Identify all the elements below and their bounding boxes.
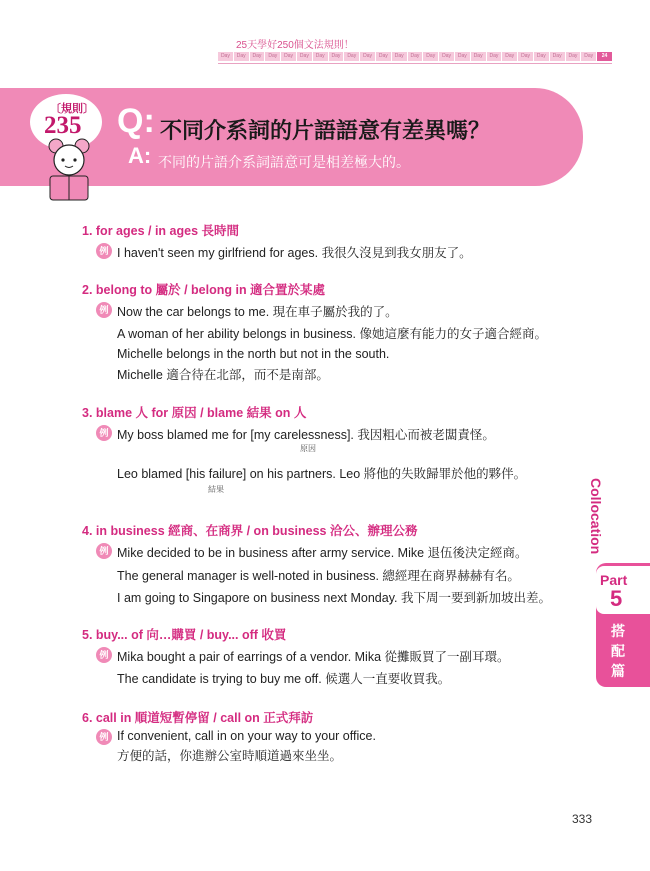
reading-girl-icon [40,136,98,206]
side-section-label: Collocation [588,478,604,555]
day-cell: Day [408,52,423,61]
example-line: 方便的話，你進辦公室時順道過來坐坐。 [117,749,343,763]
rule-label: 〔規則〕 [50,103,94,115]
answer-marker: A: [128,143,152,168]
day-cell: Day [502,52,517,61]
example-badge: 例 [96,647,112,663]
day-cell: Day [550,52,565,61]
example-badge: 例 [96,729,112,745]
example-line: Now the car belongs to me. 現在車子屬於我的了。 [117,305,398,319]
part-chinese-title: 搭配篇 [611,623,625,679]
day-cell: Day [250,52,265,61]
day-cell: Day [297,52,312,61]
day-cell: Day [329,52,344,61]
example-line: Mika bought a pair of earrings of a vendor. Mika 從攤販買了一副耳環。 [117,650,510,664]
example-badge: 例 [96,543,112,559]
day-cell: Day [534,52,549,61]
day-cell: 24 [597,52,612,61]
day-cell: Day [234,52,249,61]
answer-text: 不同的片語介系詞語意可是相差極大的。 [158,154,410,170]
day-cell: Day [423,52,438,61]
day-cell: Day [360,52,375,61]
day-cell: Day [455,52,470,61]
example-line: If convenient, call in on your way to your office. [117,729,376,743]
day-cell: Day [281,52,296,61]
annotation-note: 結果 [208,485,224,494]
example-line: Leo blamed [his failure] on his partners. Leo 將他的失敗歸罪於他的夥伴。 [117,467,527,481]
part-word: Part [600,572,628,588]
example-badge: 例 [96,302,112,318]
question-marker: Q: [117,102,155,140]
example-line: Michelle 適合待在北部，而不是南部。 [117,368,329,382]
day-cell: Day [376,52,391,61]
section-title: 4. in business 經商、在商界 / on business 洽公、辦理公務 [82,524,418,538]
section-title: 5. buy... of 向…購買 / buy... off 收買 [82,628,287,642]
example-line: Michelle belongs in the north but not in the south. [117,347,390,361]
day-cell: Day [487,52,502,61]
day-cell: Day [313,52,328,61]
day-cell: Day [265,52,280,61]
day-cell: Day [344,52,359,61]
example-line: The candidate is trying to buy me off. 候選人一直要收買我。 [117,672,451,686]
day-progress-strip [218,52,612,61]
annotation-note: 原因 [300,444,316,453]
example-badge: 例 [96,243,112,259]
page-number: 333 [572,812,593,826]
day-cell: Day [471,52,486,61]
example-line: A woman of her ability belongs in business. 像她這麼有能力的女子適合經商。 [117,327,547,341]
example-badge: 例 [96,425,112,441]
example-line: I haven't seen my girlfriend for ages. 我很久沒見到我女朋友了。 [117,246,472,260]
banner-left-edge [0,88,8,186]
day-cell: Day [392,52,407,61]
book-title: 25天學好250個文法規則！ [236,40,354,51]
example-line: The general manager is well-noted in business. 總經理在商界赫赫有名。 [117,569,520,583]
section-title: 1. for ages / in ages 長時間 [82,224,239,238]
day-cell: Day [218,52,233,61]
section-title: 2. belong to 屬於 / belong in 適合置於某處 [82,283,326,297]
day-cell: Day [581,52,596,61]
rule-number: 235 [44,112,82,139]
example-line: I am going to Singapore on business next Monday. 我下周一要到新加坡出差。 [117,591,551,605]
example-line: My boss blamed me for [my carelessness]. 我因粗心而被老闆責怪。 [117,428,495,442]
part-number: 5 [610,586,623,611]
day-cell: Day [566,52,581,61]
day-cell: Day [439,52,454,61]
header-divider [218,63,612,64]
section-title: 3. blame 人 for 原因 / blame 結果 on 人 [82,406,307,420]
question-text: 不同介系詞的片語語意有差異嗎？ [160,118,491,143]
section-title: 6. call in 順道短暫停留 / call on 正式拜訪 [82,711,314,725]
day-cell: Day [518,52,533,61]
example-line: Mike decided to be in business after army service. Mike 退伍後決定經商。 [117,546,528,560]
